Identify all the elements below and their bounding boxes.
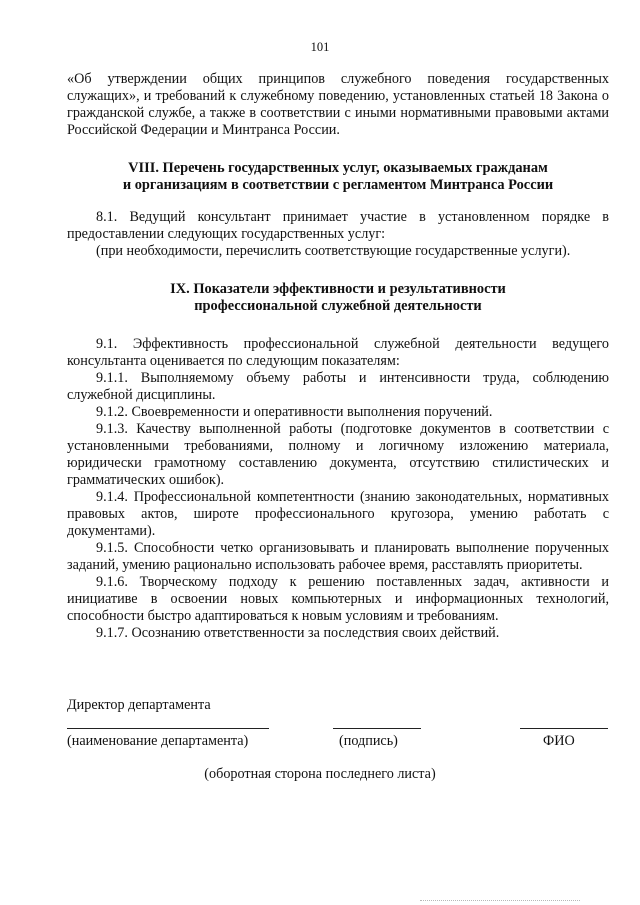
department-line [67, 728, 269, 729]
signature-block [67, 697, 609, 757]
section-8-title-line-2: и организациям в соответствии с регламентом Минтранса России [122, 177, 554, 193]
section-9-title-line-1: IX. Показатели эффективности и результативности [170, 281, 506, 297]
paragraph-9-1-4: 9.1.4. Профессиональной компетентности (знанию законодательных, нормативных правовых актов, широте профессионального кругозора, умению работать с документами). [67, 489, 609, 539]
paragraph-8-1-note: (при необходимости, перечислить соответствующие государственные услуги). [96, 243, 571, 259]
paragraph-9-1-2: 9.1.2. Своевременности и оперативности выполнения поручений. [96, 404, 493, 420]
paragraph-9-1: 9.1. Эффективность профессиональной служебной деятельности ведущего консультанта оценивается по следующим показателям: [67, 336, 609, 369]
paragraph-9-1-1: 9.1.1. Выполняемому объему работы и интенсивности труда, соблюдению служебной дисциплины. [67, 370, 609, 403]
paragraph-9-1-3: 9.1.3. Качеству выполненной работы (подготовке документов в соответствии с установленными требованиями, полному и логичному изложению материала, юридически грамотному составлению документа, отсутствию стилистических и грамматических ошибок). [67, 421, 609, 488]
section-9-title-line-2: профессиональной служебной деятельности [194, 298, 482, 314]
page-number: 101 [310, 40, 330, 54]
section-8-heading [67, 160, 609, 194]
signature-title: Директор департамента [67, 697, 211, 713]
intro-paragraph: «Об утверждении общих принципов служебного поведения государственных служащих», и требований к служебному поведению, установленных статьей 18 Закона о гражданской службе, а также в соответствии с иными нормативными правовыми актами Российской Федерации и Минтранса России. [67, 71, 609, 138]
name-line [520, 728, 608, 729]
reverse-side-note: (оборотная сторона последнего листа) [204, 766, 436, 782]
paragraph-9-1-6: 9.1.6. Творческому подходу к решению поставленных задач, активности и инициативе в освоении новых компьютерных и информационных технологий, способности быстро адаптироваться к новым условиям и требованиям. [67, 574, 609, 624]
document-body [67, 71, 609, 642]
paragraph-9-1-5: 9.1.5. Способности четко организовывать и планировать выполнение порученных заданий, умению рационально использовать рабочее время, расставлять приоритеты. [67, 540, 609, 573]
name-label: ФИО [543, 733, 575, 749]
paragraph-9-1-7: 9.1.7. Осознанию ответственности за последствия своих действий. [96, 625, 500, 641]
scan-edge-mark [420, 900, 580, 901]
section-9-heading [67, 281, 609, 315]
paragraph-8-1: 8.1. Ведущий консультант принимает участие в установленном порядке в предоставлении следующих государственных услуг: [67, 209, 609, 242]
signature-line [333, 728, 421, 729]
department-label: (наименование департамента) [67, 733, 249, 749]
section-8-title-line-1: VIII. Перечень государственных услуг, оказываемых гражданам [128, 160, 548, 176]
signature-label: (подпись) [339, 733, 398, 749]
